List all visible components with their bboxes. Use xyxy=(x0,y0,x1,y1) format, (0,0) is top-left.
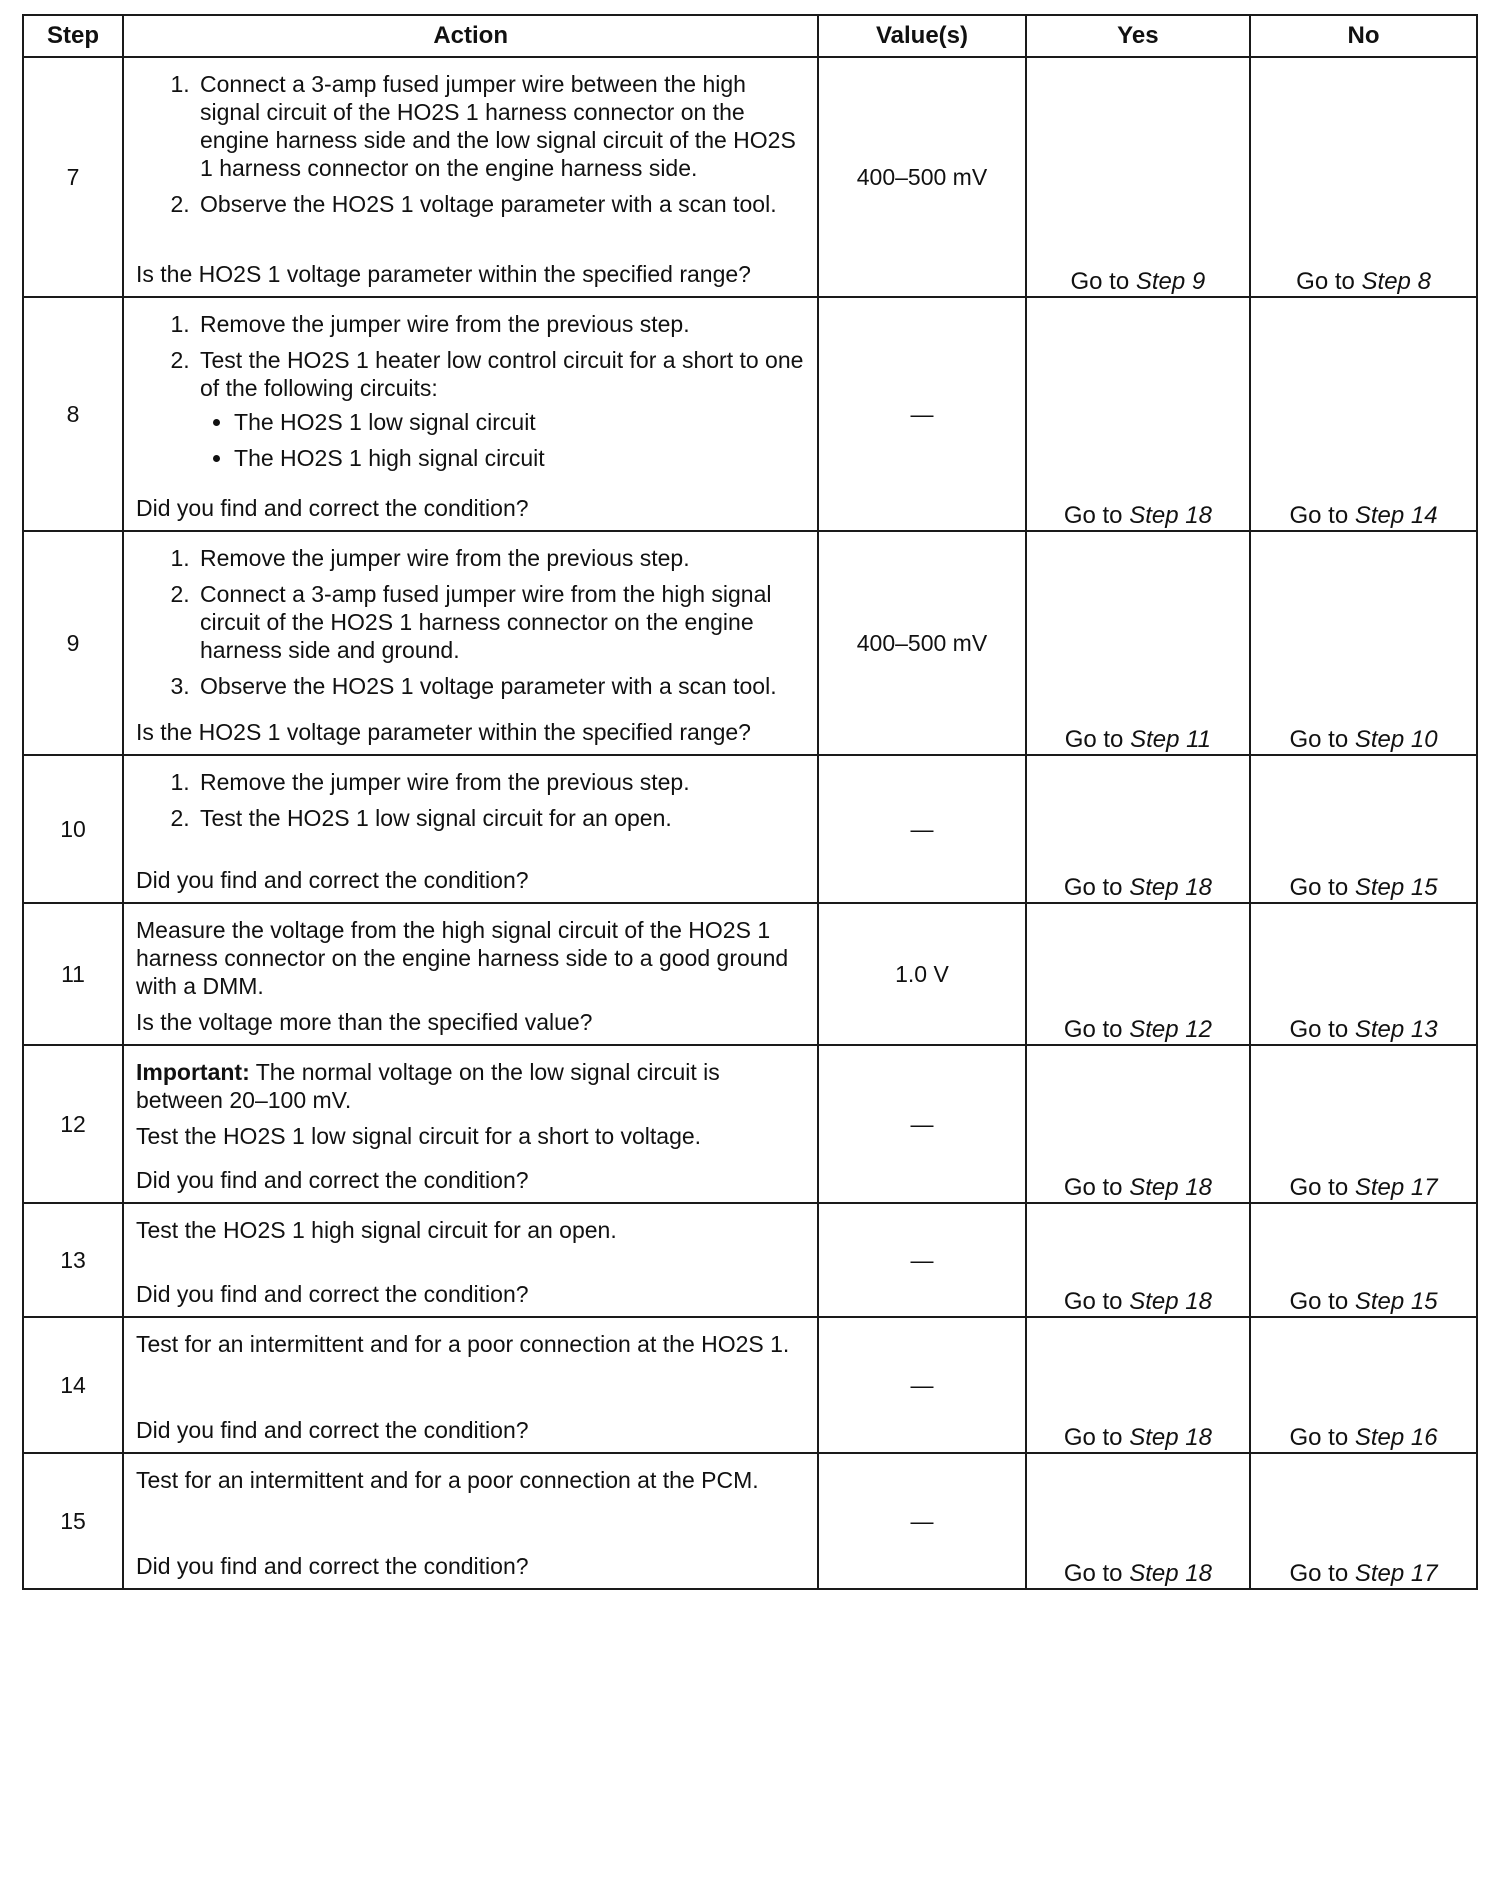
numbered-step xyxy=(196,70,809,182)
yes-cell xyxy=(1026,1453,1250,1589)
table-row xyxy=(23,1045,1477,1203)
action-content xyxy=(124,58,817,296)
action-body xyxy=(136,1466,809,1502)
yes-step-ref: Step 18 xyxy=(1129,502,1212,529)
value-cell: — xyxy=(818,1453,1025,1589)
yes-go-to: Go to xyxy=(1070,268,1130,295)
action-question: Did you find and correct the condition? xyxy=(136,1553,529,1579)
action-text: Test for an intermittent and for a poor connection at the PCM. xyxy=(136,1467,759,1493)
step-number: 8 xyxy=(23,297,123,531)
value-cell: — xyxy=(818,1045,1025,1203)
action-cell xyxy=(123,903,818,1045)
numbered-steps xyxy=(136,768,809,832)
yes-step-ref: Step 18 xyxy=(1129,1174,1212,1201)
header-action: Action xyxy=(123,15,818,57)
action-body xyxy=(136,916,809,1008)
table-row xyxy=(23,1453,1477,1589)
action-body xyxy=(136,1216,809,1252)
yes-go-to: Go to xyxy=(1063,1560,1123,1587)
important-text: The normal voltage on the low signal circuit is between 20–100 mV. xyxy=(136,1059,720,1113)
yes-go-to: Go to xyxy=(1063,874,1123,901)
value-cell: — xyxy=(818,297,1025,531)
important-label: Important: xyxy=(136,1059,250,1085)
action-cell xyxy=(123,297,818,531)
step-number: 10 xyxy=(23,755,123,903)
yes-cell xyxy=(1026,1045,1250,1203)
yes-step-ref: Step 18 xyxy=(1129,1424,1212,1451)
action-text: Test the HO2S 1 high signal circuit for an open. xyxy=(136,1217,617,1243)
action-content xyxy=(124,298,817,530)
numbered-step xyxy=(196,544,809,572)
action-body xyxy=(136,768,809,840)
action-content xyxy=(124,532,817,754)
no-step-ref: Step 10 xyxy=(1354,726,1438,753)
no-go-to: Go to xyxy=(1289,1288,1349,1315)
action-question: Is the HO2S 1 voltage parameter within the specified range? xyxy=(136,261,751,287)
action-question: Is the HO2S 1 voltage parameter within the specified range? xyxy=(136,719,751,745)
no-go-to: Go to xyxy=(1289,1174,1349,1201)
no-cell xyxy=(1250,1045,1477,1203)
step-number: 9 xyxy=(23,531,123,755)
numbered-step-text: Observe the HO2S 1 voltage parameter with a scan tool. xyxy=(200,673,777,699)
yes-cell xyxy=(1026,531,1250,755)
action-cell xyxy=(123,755,818,903)
step-number: 12 xyxy=(23,1045,123,1203)
numbered-step-text: Connect a 3-amp fused jumper wire between the high signal circuit of the HO2S 1 harness connector on the engine harness side and the low signal circuit of the HO2S 1 harness connector on the engine harness side. xyxy=(200,71,796,181)
step-number: 11 xyxy=(23,903,123,1045)
numbered-steps xyxy=(136,310,809,472)
header-row xyxy=(23,15,1477,57)
table-row xyxy=(23,297,1477,531)
no-cell xyxy=(1250,297,1477,531)
no-cell xyxy=(1250,1317,1477,1453)
value-cell: — xyxy=(818,1203,1025,1317)
action-cell xyxy=(123,1317,818,1453)
action-question: Did you find and correct the condition? xyxy=(136,1417,529,1443)
header-no: No xyxy=(1250,15,1477,57)
important-note xyxy=(136,1058,809,1114)
numbered-step xyxy=(196,768,809,796)
no-step-ref: Step 14 xyxy=(1354,502,1438,529)
yes-go-to: Go to xyxy=(1063,1288,1123,1315)
yes-step-ref: Step 18 xyxy=(1129,1560,1212,1587)
action-content xyxy=(124,1318,817,1452)
value-cell: 400–500 mV xyxy=(818,531,1025,755)
yes-go-to: Go to xyxy=(1063,1016,1123,1043)
yes-cell xyxy=(1026,903,1250,1045)
step-number: 13 xyxy=(23,1203,123,1317)
header-step: Step xyxy=(23,15,123,57)
no-cell xyxy=(1250,531,1477,755)
action-body xyxy=(136,310,809,480)
yes-go-to: Go to xyxy=(1064,726,1124,753)
no-go-to: Go to xyxy=(1289,874,1349,901)
value-cell: — xyxy=(818,1317,1025,1453)
numbered-step-text: Connect a 3-amp fused jumper wire from the high signal circuit of the HO2S 1 harness connector on the engine harness side and ground. xyxy=(200,581,772,663)
yes-go-to: Go to xyxy=(1063,1424,1123,1451)
action-body xyxy=(136,70,809,226)
action-content xyxy=(124,1454,817,1588)
action-cell xyxy=(123,1203,818,1317)
numbered-step xyxy=(196,190,809,218)
table-body xyxy=(23,57,1477,1589)
action-content xyxy=(124,1046,817,1202)
diagnostic-table xyxy=(22,14,1478,1590)
value-cell: 400–500 mV xyxy=(818,57,1025,297)
table-row xyxy=(23,1203,1477,1317)
bullet-list xyxy=(200,408,809,472)
table-row xyxy=(23,57,1477,297)
no-cell xyxy=(1250,57,1477,297)
table-row xyxy=(23,755,1477,903)
no-step-ref: Step 8 xyxy=(1361,268,1431,295)
table-row xyxy=(23,1317,1477,1453)
yes-go-to: Go to xyxy=(1063,502,1123,529)
numbered-step xyxy=(196,580,809,664)
action-question: Did you find and correct the condition? xyxy=(136,1281,529,1307)
action-content xyxy=(124,904,817,1044)
action-text: Test for an intermittent and for a poor connection at the HO2S 1. xyxy=(136,1331,790,1357)
yes-cell xyxy=(1026,57,1250,297)
action-question: Is the voltage more than the specified value? xyxy=(136,1009,593,1035)
numbered-steps xyxy=(136,544,809,700)
action-question: Did you find and correct the condition? xyxy=(136,495,529,521)
action-text: Test the HO2S 1 low signal circuit for a short to voltage. xyxy=(136,1123,702,1149)
action-cell xyxy=(123,1045,818,1203)
numbered-step xyxy=(196,346,809,472)
no-cell xyxy=(1250,755,1477,903)
numbered-step-text: Test the HO2S 1 heater low control circuit for a short to one of the following circuits: xyxy=(200,347,804,401)
no-go-to: Go to xyxy=(1289,726,1349,753)
yes-cell xyxy=(1026,755,1250,903)
no-go-to: Go to xyxy=(1289,1016,1349,1043)
no-step-ref: Step 17 xyxy=(1354,1174,1438,1201)
action-text: Measure the voltage from the high signal circuit of the HO2S 1 harness connector on the engine harness side to a good ground with a DMM. xyxy=(136,917,789,999)
yes-step-ref: Step 12 xyxy=(1129,1016,1212,1043)
action-cell xyxy=(123,1453,818,1589)
action-content xyxy=(124,756,817,902)
action-body xyxy=(136,1058,809,1158)
numbered-step-text: Test the HO2S 1 low signal circuit for an open. xyxy=(200,805,672,831)
bullet-item: • The HO2S 1 high signal circuit xyxy=(234,444,809,472)
numbered-step-text: Observe the HO2S 1 voltage parameter with a scan tool. xyxy=(200,191,777,217)
no-step-ref: Step 16 xyxy=(1354,1424,1438,1451)
table-row xyxy=(23,903,1477,1045)
value-cell: 1.0 V xyxy=(818,903,1025,1045)
yes-step-ref: Step 9 xyxy=(1135,268,1206,295)
no-step-ref: Step 17 xyxy=(1354,1560,1438,1587)
step-number: 14 xyxy=(23,1317,123,1453)
yes-step-ref: Step 18 xyxy=(1129,874,1212,901)
action-question: Did you find and correct the condition? xyxy=(136,867,529,893)
header-yes: Yes xyxy=(1026,15,1250,57)
step-number: 7 xyxy=(23,57,123,297)
numbered-step-text: Remove the jumper wire from the previous step. xyxy=(200,311,690,337)
numbered-step xyxy=(196,804,809,832)
yes-cell xyxy=(1026,1317,1250,1453)
no-go-to: Go to xyxy=(1289,1424,1349,1451)
action-body xyxy=(136,1330,809,1366)
action-cell xyxy=(123,531,818,755)
numbered-step xyxy=(196,310,809,338)
no-cell xyxy=(1250,903,1477,1045)
action-content xyxy=(124,1204,817,1316)
no-cell xyxy=(1250,1203,1477,1317)
yes-step-ref: Step 18 xyxy=(1129,1288,1212,1315)
no-step-ref: Step 13 xyxy=(1354,1016,1438,1043)
action-body xyxy=(136,544,809,708)
no-go-to: Go to xyxy=(1289,502,1349,529)
numbered-step-text: Remove the jumper wire from the previous step. xyxy=(200,769,690,795)
no-step-ref: Step 15 xyxy=(1354,1288,1438,1315)
action-cell xyxy=(123,57,818,297)
yes-cell xyxy=(1026,1203,1250,1317)
numbered-steps xyxy=(136,70,809,218)
no-step-ref: Step 15 xyxy=(1354,874,1438,901)
numbered-step-text: Remove the jumper wire from the previous step. xyxy=(200,545,690,571)
header-values: Value(s) xyxy=(818,15,1025,57)
value-cell: — xyxy=(818,755,1025,903)
yes-step-ref: Step 11 xyxy=(1130,726,1212,753)
numbered-step xyxy=(196,672,809,700)
bullet-item: • The HO2S 1 low signal circuit xyxy=(234,408,809,436)
yes-cell xyxy=(1026,297,1250,531)
no-cell xyxy=(1250,1453,1477,1589)
step-number: 15 xyxy=(23,1453,123,1589)
action-question: Did you find and correct the condition? xyxy=(136,1167,529,1193)
no-go-to: Go to xyxy=(1289,1560,1349,1587)
no-go-to: Go to xyxy=(1296,268,1355,295)
yes-go-to: Go to xyxy=(1063,1174,1123,1201)
table-row xyxy=(23,531,1477,755)
